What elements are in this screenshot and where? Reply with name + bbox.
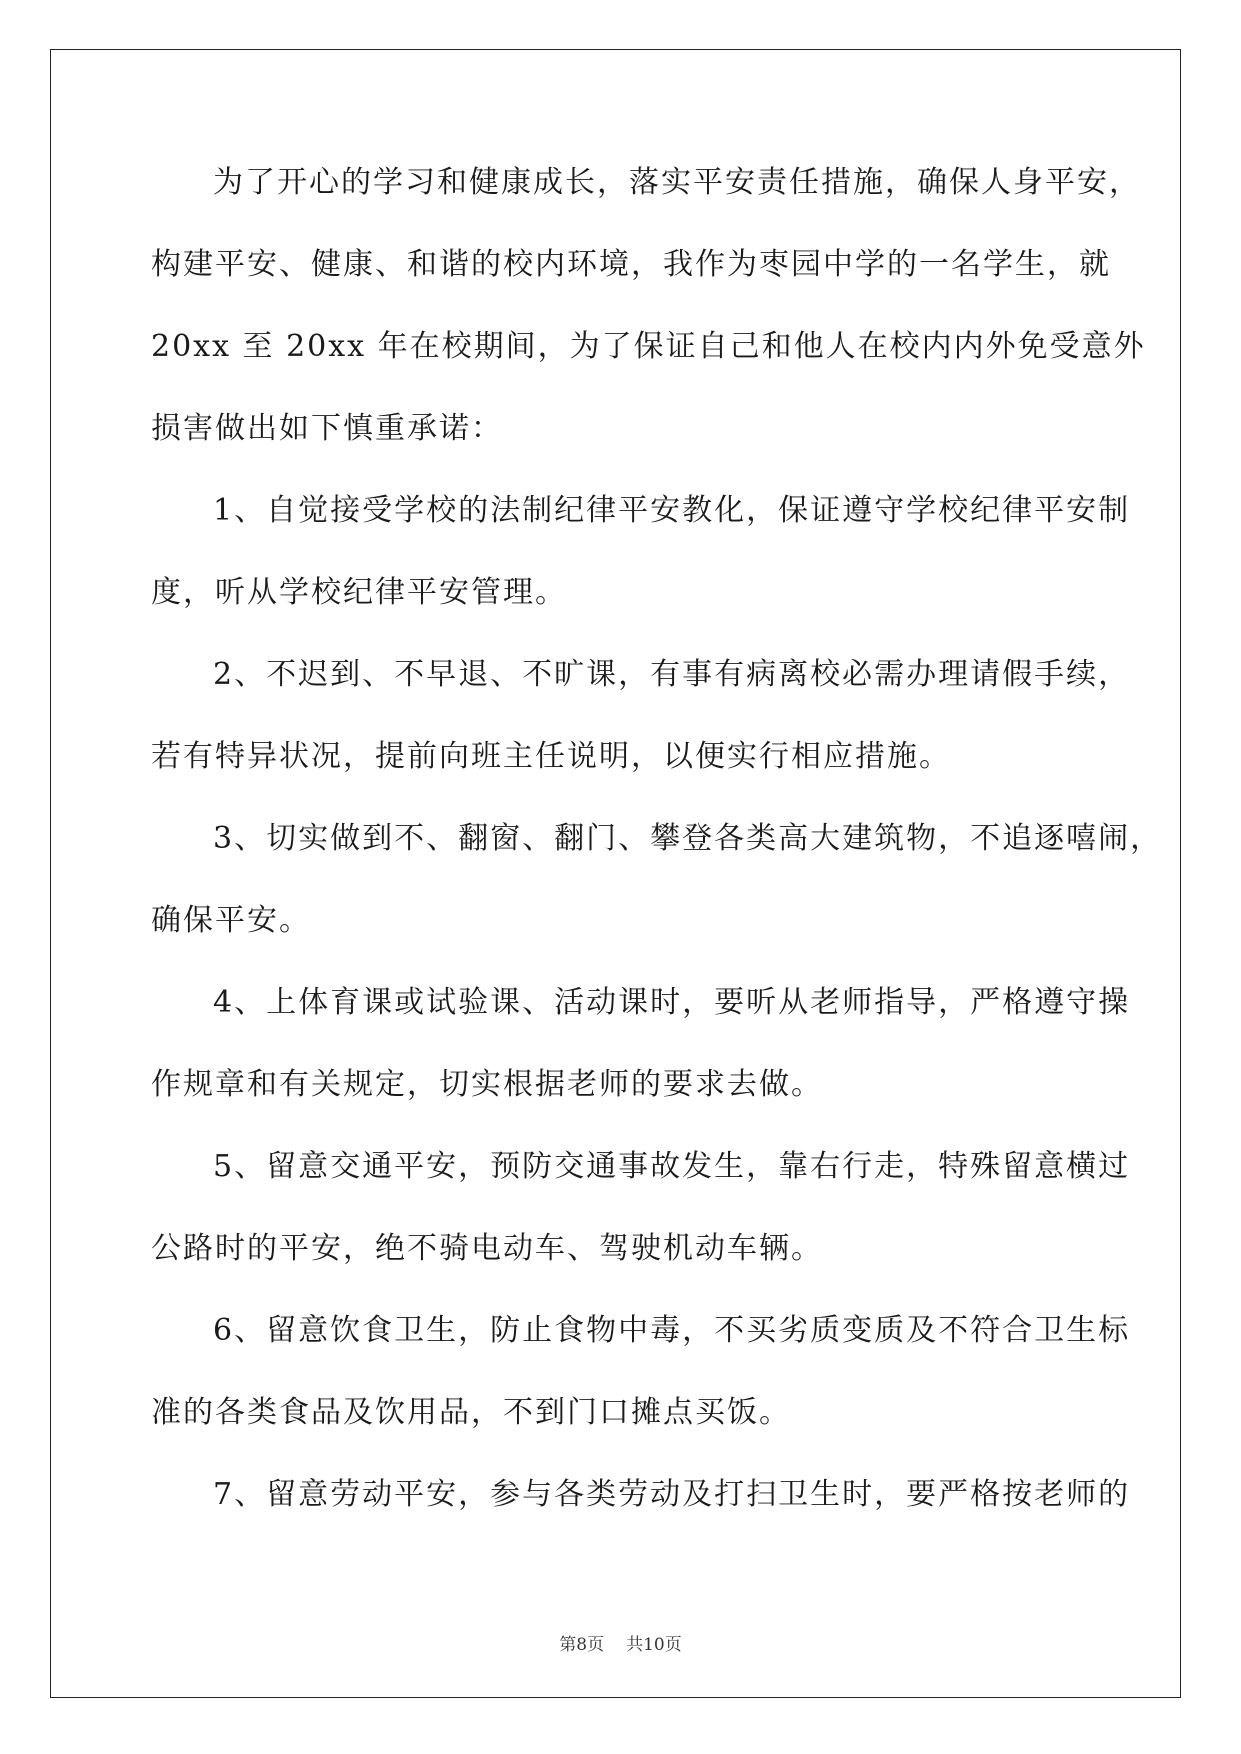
text-line: 为了开心的学习和健康成长，落实平安责任措施，确保人身平安， <box>213 165 1141 200</box>
text-line: 作规章和有关规定，切实根据老师的要求去做。 <box>151 1067 823 1102</box>
text-line: 20xx 至 20xx 年在校期间，为了保证自己和他人在校内内外免受意外 <box>151 329 1146 364</box>
text-line: 5、留意交通平安，预防交通事故发生，靠右行走，特殊留意横过 <box>213 1149 1131 1184</box>
text-line: 确保平安。 <box>151 903 311 938</box>
text-line: 7、留意劳动平安，参与各类劳动及打扫卫生时，要严格按老师的 <box>213 1477 1131 1512</box>
page-footer <box>0 1630 1241 1655</box>
text-line: 1、自觉接受学校的法制纪律平安教化，保证遵守学校纪律平安制 <box>213 493 1131 528</box>
document-body <box>151 142 1163 1536</box>
text-line: 公路时的平安，绝不骑电动车、驾驶机动车辆。 <box>151 1231 823 1266</box>
text-line: 损害做出如下慎重承诺： <box>151 411 503 446</box>
page-number: 第8页 <box>559 1635 605 1655</box>
text-line: 若有特异状况，提前向班主任说明，以便实行相应措施。 <box>151 739 951 774</box>
text-line: 2、不迟到、不早退、不旷课，有事有病离校必需办理请假手续， <box>213 657 1131 692</box>
text-line: 6、留意饮食卫生，防止食物中毒，不买劣质变质及不符合卫生标 <box>213 1313 1131 1348</box>
text-line: 构建平安、健康、和谐的校内环境，我作为枣园中学的一名学生，就 <box>151 247 1111 282</box>
text-line: 度，听从学校纪律平安管理。 <box>151 575 567 610</box>
text-line: 4、上体育课或试验课、活动课时，要听从老师指导，严格遵守操 <box>213 985 1131 1020</box>
text-line: 3、切实做到不、翻窗、翻门、攀登各类高大建筑物，不追逐嘻闹， <box>213 821 1163 856</box>
page-total: 共10页 <box>626 1635 682 1655</box>
text-line: 准的各类食品及饮用品，不到门口摊点买饭。 <box>151 1395 791 1430</box>
